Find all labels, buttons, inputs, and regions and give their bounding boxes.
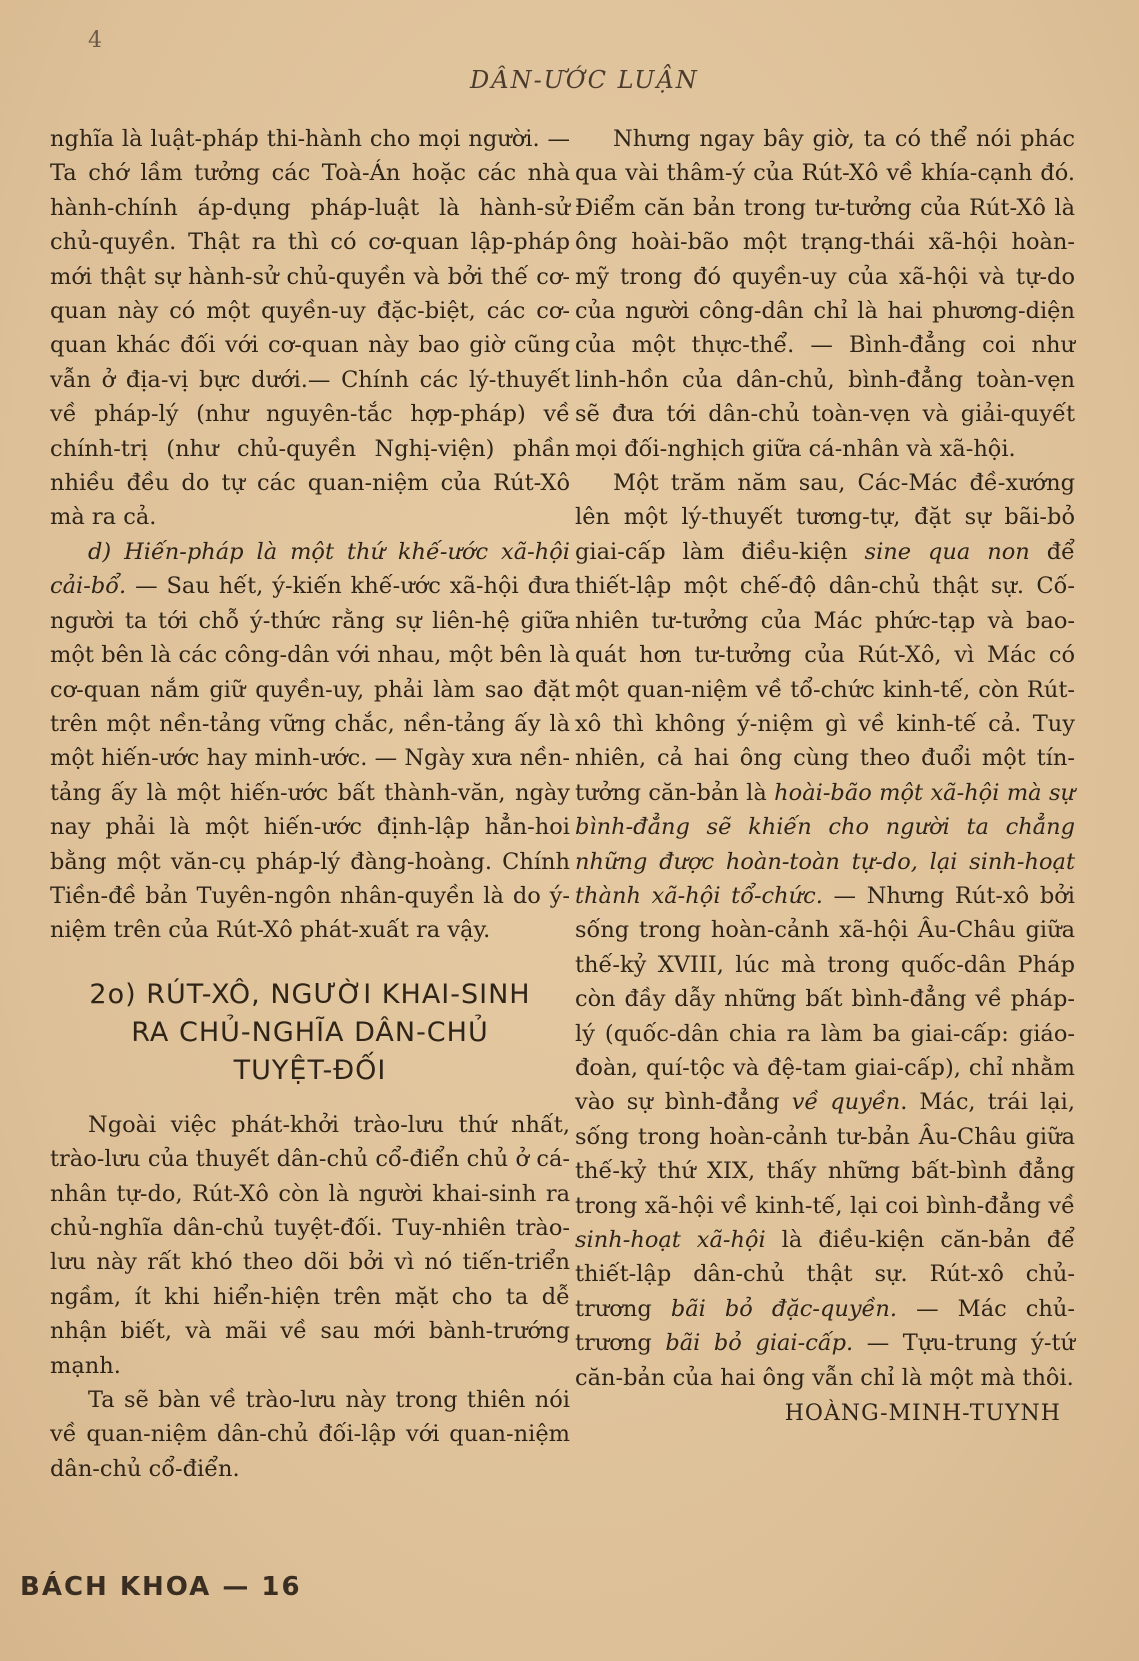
text-run: — Mác chủ-trương <box>575 1295 1075 1357</box>
page-footer: BÁCH KHOA — 16 <box>20 1572 302 1602</box>
text-run: — Tựu-trung ý-tứ căn-bản của hai ông vẫn chỉ là một mà thôi. <box>575 1330 1075 1391</box>
italic-run: về quyền <box>791 1089 901 1116</box>
section-heading-line: TUYỆT-ĐỐI <box>233 1054 387 1086</box>
subsection-title: d) Hiến-pháp là một thứ khế-ước xã-hội cải-bổ. <box>50 538 570 600</box>
text-run: — Nhưng Rút-xô bởi sống trong hoàn-cảnh xã-hội Âu-Châu giữa thế-kỷ XVIII, lúc mà trong quốc-dân Pháp còn đầy dẫy những bất bình-đẳng về pháp-lý (quốc-dân chia ra làm ba giai-cấp: giáo-đoàn, quí-tộc và đệ-tam giai-cấp), chỉ nhằm vào sự bình-đẳng <box>575 882 1075 1116</box>
subsection-body: — Sau hết, ý-kiến khế-ước xã-hội đưa người ta tới chỗ ý-thức rằng sự liên-hệ giữa một bên là các công-dân với nhau, một bên là cơ-quan nắm giữ quyền-uy, phải làm sao đặt trên một nền-tảng vững chắc, nền-tảng ấy là một hiến-ước hay minh-ước. — Ngày xưa nền-tảng ấy là một hiến-ước bất thành-văn, ngày nay phải là một hiến-ước định-lập hẳn-hoi bằng một văn-cụ pháp-lý đàng-hoàng. Chính Tiền-đề bản Tuyên-ngôn nhân-quyền là do ý-niệm trên của Rút-Xô phát-xuất ra vậy. <box>50 573 570 944</box>
text-run: để thiết-lập một chế-độ dân-chủ thật sự. Cố-nhiên tư-tưởng của Mác phức-tạp và bao-quát hơn tư-tưởng của Rút-Xô, vì Mác có một quan-niệm về tổ-chức kinh-tế, còn Rút-xô thì không ý-niệm gì về kinh-tế cả. Tuy nhiên, cả hai ông cùng theo đuổi một tín-tưởng căn-bản là <box>575 538 1075 806</box>
section-heading-line: 2o) RÚT-XÔ, NGƯỜI KHAI-SINH <box>89 978 531 1010</box>
section-heading <box>50 976 570 1090</box>
text-run: . Mác, trái lại, sống trong hoàn-cảnh tư-bản Âu-Châu giữa thế-kỷ thứ XIX, thấy những bất-bình đẳng trong xã-hội về kinh-tế, lại coi bình-đẳng về <box>575 1089 1075 1219</box>
author-signature: HOÀNG-MINH-TUYNH <box>784 1401 1061 1427</box>
section-heading-line: RA CHỦ-NGHĨA DÂN-CHỦ <box>131 1016 489 1048</box>
latin-phrase: sine qua non <box>864 538 1030 565</box>
paragraph-continued: nghĩa là luật-pháp thi-hành cho mọi người. — Ta chớ lầm tưởng các Toà-Án hoặc các nhà hành-chính áp-dụng pháp-luật là hành-sử chủ-quyền. Thật ra thì có cơ-quan lập-pháp mới thật sự hành-sử chủ-quyền và bởi thế cơ-quan này có một quyền-uy đặc-biệt, các cơ-quan khác đối với cơ-quan này bao giờ cũng vẫn ở địa-vị bực dưới.— Chính các lý-thuyết về pháp-lý (như nguyên-tắc hợp-pháp) về chính-trị (như chủ-quyền Nghị-viện) phần nhiều đều do tự các quan-niệm của Rút-Xô mà ra cả. <box>50 126 570 531</box>
running-title: DÂN-ƯỚC LUẬN <box>470 66 699 94</box>
text-run: là điều-kiện căn-bản để thiết-lập dân-chủ thật sự. Rút-xô chủ-trương <box>575 1227 1075 1322</box>
paragraph-right-1: Nhưng ngay bây giờ, ta có thể nói phác qua vài thâm-ý của Rút-Xô về khía-cạnh đó. Điểm căn bản trong tư-tưởng của Rút-Xô là ông hoài-bão một trạng-thái xã-hội hoàn-mỹ trong đó quyền-uy của xã-hội và tự-do của người công-dân chỉ là hai phương-diện của một thực-thể. — Bình-đẳng coi như linh-hồn của dân-chủ, bình-đẳng toàn-vẹn sẽ đưa tới dân-chủ toàn-vẹn và giải-quyết mọi đối-nghịch giữa cá-nhân và xã-hội. <box>575 126 1075 462</box>
paragraph-d <box>50 535 570 948</box>
italic-run: sinh-hoạt xã-hội <box>575 1227 766 1253</box>
paragraph-next: Ta sẽ bàn về trào-lưu này trong thiên nói về quan-niệm dân-chủ đối-lập với quan-niệm dân-chủ cổ-điển. <box>50 1387 570 1482</box>
italic-run: hoài-bão một xã-hội mà sự bình-đẳng sẽ khiến cho người ta chẳng những được hoàn-toàn tự-do, lại sinh-hoạt thành xã-hội tổ-chức. <box>575 779 1075 909</box>
italic-run: bãi bỏ đặc-quyền. <box>670 1295 898 1322</box>
paragraph-right-2 <box>575 466 1075 1395</box>
left-column <box>50 122 570 1486</box>
text-run: Một trăm năm sau, Các-Mác đề-xướng lên một lý-thuyết tương-tự, đặt sự bãi-bỏ giai-cấp làm điều-kiện <box>575 470 1075 565</box>
italic-run: bãi bỏ giai-cấp. <box>665 1330 854 1357</box>
right-column <box>575 122 1075 1431</box>
paragraph-intro: Ngoài việc phát-khởi trào-lưu thứ nhất, trào-lưu của thuyết dân-chủ cổ-điển chủ ở cá-nhân tự-do, Rút-Xô còn là người khai-sinh ra chủ-nghĩa dân-chủ tuyệt-đối. Tuy-nhiên trào-lưu này rất khó theo dõi bởi vì nó tiến-triển ngầm, ít khi hiển-hiện trên mặt cho ta dễ nhận biết, và mãi về sau mới bành-trướng mạnh. <box>50 1111 570 1379</box>
corner-mark: 4 <box>88 28 102 53</box>
